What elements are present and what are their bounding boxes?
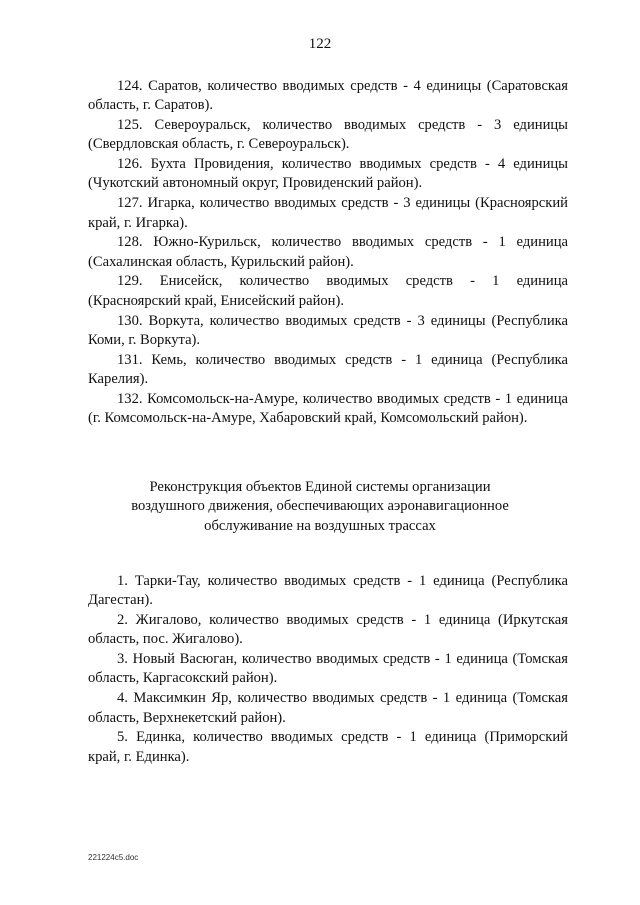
page-number: 122: [308, 36, 332, 52]
section-heading: [110, 478, 530, 536]
list-item: 125. Североуральск, количество вводимых средств - 3 единицы (Свердловская область, г. Североуральск).: [88, 117, 568, 153]
document-filename: 221224c5.doc: [88, 853, 139, 862]
list-item: 126. Бухта Провидения, количество вводимых средств - 4 единицы (Чукотский автономный округ, Провиденский район).: [88, 156, 568, 192]
list-item: 2. Жигалово, количество вводимых средств - 1 единица (Иркутская область, пос. Жигалово).: [88, 612, 568, 648]
list-item: 127. Игарка, количество вводимых средств - 3 единицы (Красноярский край, г. Игарка).: [88, 195, 568, 231]
list-item: 4. Максимкин Яр, количество вводимых средств - 1 единица (Томская область, Верхнекетский район).: [88, 690, 568, 726]
list-item: 129. Енисейск, количество вводимых средств - 1 единица (Красноярский край, Енисейский район).: [88, 273, 568, 309]
facilities-list-continued: [88, 77, 568, 429]
list-item: 128. Южно-Курильск, количество вводимых средств - 1 единица (Сахалинская область, Курильский район).: [88, 234, 568, 270]
list-item: 132. Комсомольск-на-Амуре, количество вводимых средств - 1 единица (г. Комсомольск-на-Амуре, Хабаровский край, Комсомольский район).: [88, 390, 568, 427]
list-item: 131. Кемь, количество вводимых средств - 1 единица (Республика Карелия).: [88, 351, 568, 387]
list-item: 1. Тарки-Тау, количество вводимых средств - 1 единица (Республика Дагестан).: [88, 573, 568, 609]
heading-line: обслуживание на воздушных трассах: [204, 517, 436, 534]
reconstruction-list: [88, 572, 568, 767]
list-item: 5. Единка, количество вводимых средств - 1 единица (Приморский край, г. Единка).: [88, 729, 568, 765]
list-item: 124. Саратов, количество вводимых средств - 4 единицы (Саратовская область, г. Саратов).: [88, 78, 568, 114]
heading-line: воздушного движения, обеспечивающих аэронавигационное: [131, 498, 509, 515]
list-item: 130. Воркута, количество вводимых средств - 3 единицы (Республика Коми, г. Воркута).: [88, 312, 568, 348]
heading-line: Реконструкция объектов Единой системы организации: [149, 479, 491, 495]
list-item: 3. Новый Васюган, количество вводимых средств - 1 единица (Томская область, Каргасокский район).: [88, 651, 568, 687]
